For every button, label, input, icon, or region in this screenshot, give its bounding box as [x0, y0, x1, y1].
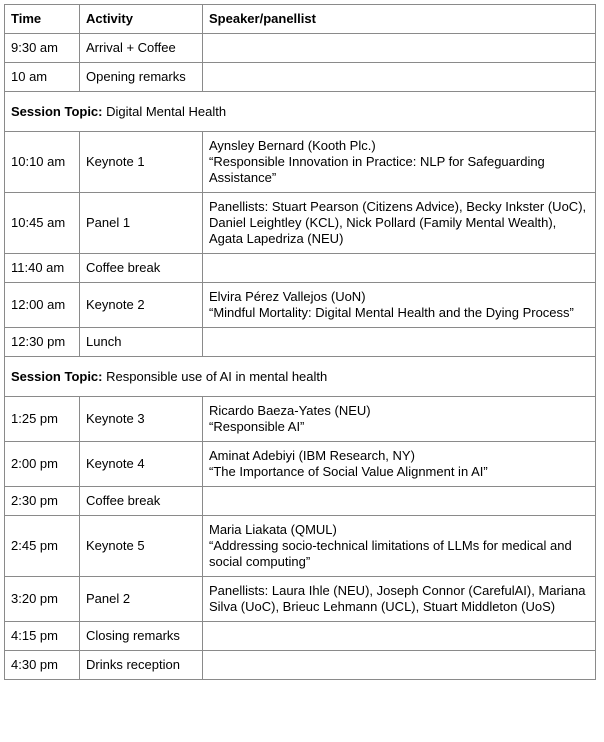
time-cell: 12:30 pm: [5, 328, 80, 357]
speaker-cell: [203, 63, 596, 92]
activity-cell: Coffee break: [80, 487, 203, 516]
speaker-name: Maria Liakata (QMUL): [209, 522, 337, 537]
table-row: [5, 63, 596, 92]
table-row: [5, 283, 596, 328]
activity-cell: Keynote 5: [80, 516, 203, 577]
table-row: [5, 328, 596, 357]
session-cell: [5, 92, 596, 132]
time-cell: 10 am: [5, 63, 80, 92]
speaker-cell: [203, 577, 596, 622]
talk-title: “Responsible Innovation in Practice: NLP for Safeguarding Assistance”: [209, 154, 545, 185]
speaker-cell: [203, 328, 596, 357]
speaker-cell: [203, 254, 596, 283]
session-label: Session Topic:: [11, 369, 103, 384]
activity-cell: Panel 2: [80, 577, 203, 622]
time-cell: 2:45 pm: [5, 516, 80, 577]
activity-cell: Keynote 4: [80, 442, 203, 487]
activity-cell: Panel 1: [80, 193, 203, 254]
table-row: [5, 487, 596, 516]
panellists: Panellists: Stuart Pearson (Citizens Advice), Becky Inkster (UoC), Daniel Leightley (KCL), Nick Pollard (Family Mental Wealth), Agata Lapedriza (NEU): [209, 199, 587, 246]
speaker-cell: [203, 516, 596, 577]
speaker-cell: [203, 34, 596, 63]
speaker-name: Ricardo Baeza-Yates (NEU): [209, 403, 371, 418]
time-cell: 4:15 pm: [5, 622, 80, 651]
session-cell: [5, 357, 596, 397]
table-row: [5, 516, 596, 577]
speaker-cell: [203, 132, 596, 193]
activity-cell: Opening remarks: [80, 63, 203, 92]
time-cell: 1:25 pm: [5, 397, 80, 442]
session-label: Session Topic:: [11, 104, 103, 119]
table-row: [5, 132, 596, 193]
speaker-name: Aynsley Bernard (Kooth Plc.): [209, 138, 376, 153]
session-row: [5, 357, 596, 397]
header-row: [5, 5, 596, 34]
activity-cell: Coffee break: [80, 254, 203, 283]
speaker-cell: [203, 283, 596, 328]
speaker-name: Aminat Adebiyi (IBM Research, NY): [209, 448, 415, 463]
talk-title: “Mindful Mortality: Digital Mental Health and the Dying Process”: [209, 305, 574, 320]
table-row: [5, 622, 596, 651]
speaker-cell: [203, 442, 596, 487]
table-row: [5, 254, 596, 283]
session-topic: Responsible use of AI in mental health: [102, 369, 328, 384]
activity-cell: Keynote 1: [80, 132, 203, 193]
table-row: [5, 34, 596, 63]
time-cell: 4:30 pm: [5, 651, 80, 680]
table-row: [5, 651, 596, 680]
speaker-cell: [203, 397, 596, 442]
session-topic: Digital Mental Health: [102, 104, 227, 119]
talk-title: “The Importance of Social Value Alignment in AI”: [209, 464, 488, 479]
time-cell: 9:30 am: [5, 34, 80, 63]
activity-cell: Keynote 2: [80, 283, 203, 328]
activity-cell: Closing remarks: [80, 622, 203, 651]
session-row: [5, 92, 596, 132]
activity-cell: Drinks reception: [80, 651, 203, 680]
time-cell: 2:30 pm: [5, 487, 80, 516]
table-row: [5, 397, 596, 442]
time-cell: 12:00 am: [5, 283, 80, 328]
activity-cell: Arrival + Coffee: [80, 34, 203, 63]
panellists: Panellists: Laura Ihle (NEU), Joseph Connor (CarefulAI), Mariana Silva (UoC), Brieuc Lehmann (UCL), Stuart Middleton (UoS): [209, 583, 586, 614]
table-row: [5, 577, 596, 622]
header-speaker: Speaker/panellist: [203, 5, 596, 34]
time-cell: 11:40 am: [5, 254, 80, 283]
header-time: Time: [5, 5, 80, 34]
speaker-name: Elvira Pérez Vallejos (UoN): [209, 289, 366, 304]
time-cell: 10:10 am: [5, 132, 80, 193]
activity-cell: Lunch: [80, 328, 203, 357]
time-cell: 3:20 pm: [5, 577, 80, 622]
schedule-table: [4, 4, 596, 680]
activity-cell: Keynote 3: [80, 397, 203, 442]
speaker-cell: [203, 487, 596, 516]
talk-title: “Responsible AI”: [209, 419, 305, 434]
speaker-cell: [203, 651, 596, 680]
header-activity: Activity: [80, 5, 203, 34]
table-row: [5, 193, 596, 254]
speaker-cell: [203, 622, 596, 651]
talk-title: “Addressing socio-technical limitations of LLMs for medical and social computing”: [209, 538, 572, 569]
table-row: [5, 442, 596, 487]
speaker-cell: [203, 193, 596, 254]
time-cell: 2:00 pm: [5, 442, 80, 487]
time-cell: 10:45 am: [5, 193, 80, 254]
